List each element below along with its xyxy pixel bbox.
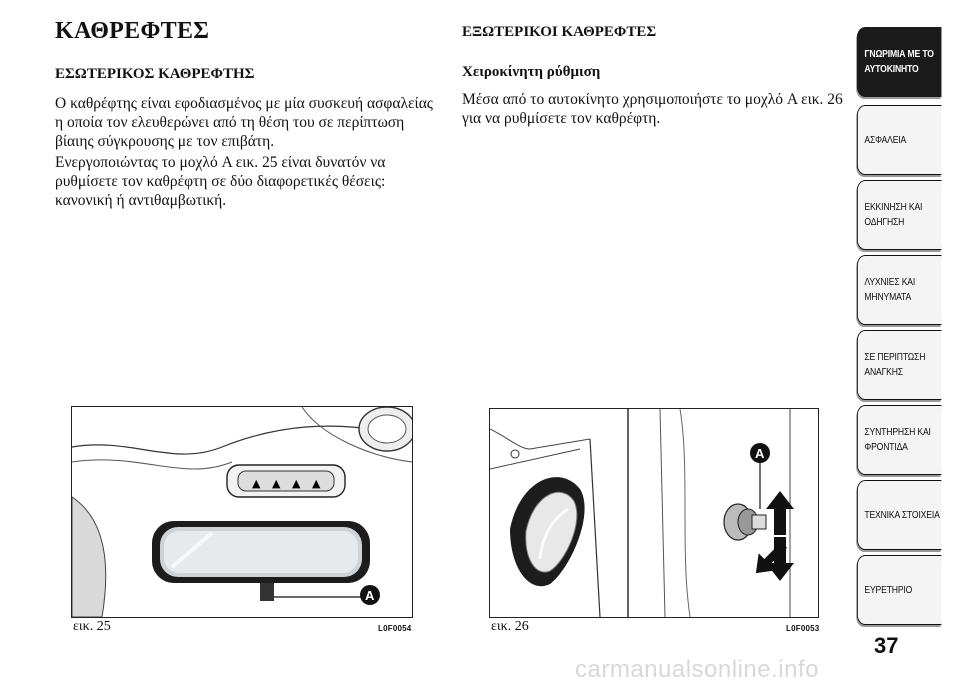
section-heading-exterior-mirrors: ΕΞΩΤΕΡΙΚΟΙ ΚΑΘΡΕΦΤΕΣ <box>462 24 657 40</box>
tab-maintenance[interactable] <box>857 405 941 475</box>
watermark: carmanualsonline.info <box>575 656 819 683</box>
tab-technical-data[interactable] <box>857 480 941 550</box>
section-heading-interior-mirror: ΕΣΩΤΕΡΙΚΟΣ ΚΑΘΡΕΦΤΗΣ <box>55 66 255 82</box>
figure-26-caption: εικ. 26 <box>491 619 529 634</box>
figure-25-callout: A <box>365 588 375 603</box>
tab-getting-to-know-vehicle[interactable] <box>857 27 941 97</box>
tab-label: ΣΥΝΤΗΡΗΣΗ ΚΑΙ ΦΡΟΝΤΙΔΑ <box>864 426 931 453</box>
figure-25-interior-mirror <box>71 406 413 618</box>
page-number: 37 <box>874 633 899 658</box>
svg-text:▲: ▲ <box>312 477 321 490</box>
tab-safety[interactable] <box>857 105 941 175</box>
tab-label: ΛΥΧΝΙΕΣ ΚΑΙ ΜΗΝΥΜΑΤΑ <box>864 276 916 303</box>
svg-text:▲: ▲ <box>292 477 301 490</box>
tab-label: ΕΥΡΕΤΗΡΙΟ <box>864 583 913 596</box>
figure-26-callout: A <box>755 446 765 461</box>
page-title: ΚΑΘΡΕΦΤΕΣ <box>55 18 210 44</box>
tab-emergency[interactable] <box>857 330 941 400</box>
svg-text:▲: ▲ <box>252 477 261 490</box>
figure-26-exterior-mirror <box>489 408 819 618</box>
tab-label: ΕΚΚΙΝΗΣΗ ΚΑΙ ΟΔΗΓΗΣΗ <box>864 201 923 228</box>
tab-label: ΣΕ ΠΕΡΙΠΤΩΣΗ ΑΝΑΓΚΗΣ <box>864 351 926 378</box>
tab-index[interactable] <box>857 555 941 625</box>
tab-label: ΓΝΩΡΙΜΙΑ ΜΕ ΤΟ ΑΥΤΟΚΙΝΗΤΟ <box>864 48 934 75</box>
tab-label: ΤΕΧΝΙΚΑ ΣΤΟΙΧΕΙΑ <box>864 508 940 521</box>
tab-label: ΑΣΦΑΛΕΙΑ <box>864 133 907 146</box>
subheading-manual-adjustment: Χειροκίνητη ρύθμιση <box>462 64 601 80</box>
svg-text:▲: ▲ <box>272 477 281 490</box>
paragraph-interior-1: Ο καθρέφτης είναι εφοδιασμένος με μία συσκευή ασφαλείας η οποία τον ελευθερώνει από τη θέση του σε περίπτωση βίαιης σύγκρουσης με τον επιβάτη. <box>55 95 433 150</box>
paragraph-interior-2: Ενεργοποιώντας το μοχλό A εικ. 25 είναι δυνατόν να ρυθμίσετε τον καθρέφτη σε δύο διαφορετικές θέσεις: κανονική ή αντιθαμβωτική. <box>55 154 386 209</box>
figure-25-code: L0F0054 <box>378 624 412 633</box>
figure-26-code: L0F0053 <box>786 624 820 633</box>
tab-warning-lights[interactable] <box>857 255 941 325</box>
paragraph-exterior-1: Μέσα από το αυτοκίνητο χρησιμοποιήστε το μοχλό A εικ. 26 για να ρυθμίσετε τον καθρέφτη. <box>462 91 843 127</box>
tab-starting-driving[interactable] <box>857 180 941 250</box>
figure-25-caption: εικ. 25 <box>73 619 111 634</box>
